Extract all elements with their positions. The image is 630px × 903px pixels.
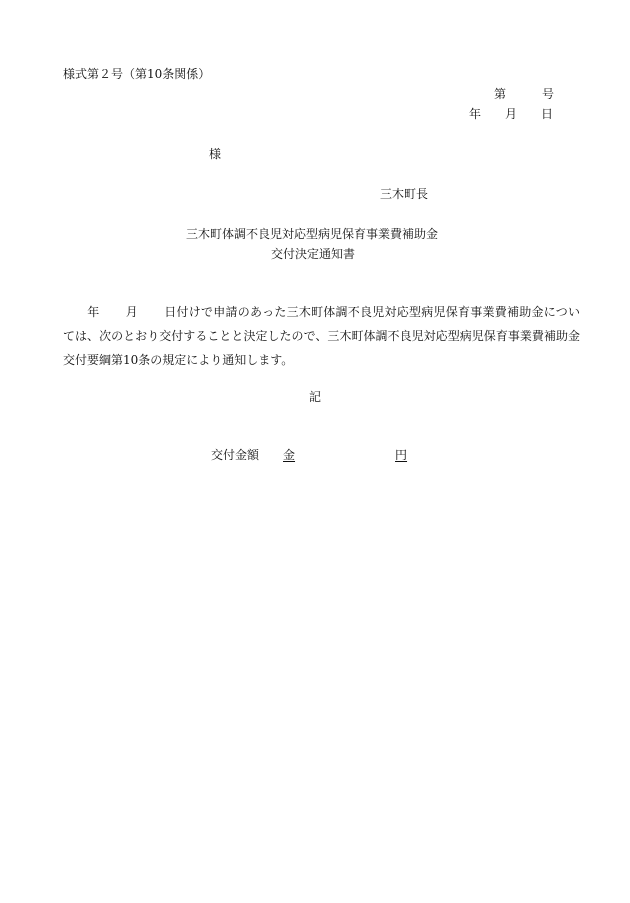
document-number-prefix: 第 [494, 87, 507, 101]
date-year: 年 [469, 107, 482, 121]
sender: 三木町長 [380, 187, 429, 201]
body-text: 日付けで申請のあった三木町体調不良児対応型病児保育事業費補助金については、次のとおり交付することと決定したので、三木町体調不良児対応型病児保育事業費補助金交付要綱第10条の規定により通知します。 [63, 305, 580, 367]
notice-body [63, 300, 580, 372]
ki-heading: 記 [309, 390, 322, 404]
document-number-suffix: 号 [542, 87, 555, 101]
form-number-label: 様式第２号（第10条関係） [63, 67, 211, 81]
document-title-line1: 三木町体調不良児対応型病児保育事業費補助金 [186, 227, 439, 241]
amount-suffix: 円 [395, 448, 408, 462]
body-month: 月 [125, 305, 138, 319]
grant-amount [211, 447, 407, 463]
body-year: 年 [87, 305, 100, 319]
date-day: 日 [541, 107, 554, 121]
addressee: 様 [209, 147, 222, 161]
document-number [494, 86, 554, 102]
amount-label: 交付金額 [211, 448, 260, 462]
date-month: 月 [505, 107, 518, 121]
amount-field [283, 448, 407, 462]
document-title-line2: 交付決定通知書 [271, 247, 356, 261]
amount-prefix: 金 [283, 448, 296, 462]
document-date [469, 106, 553, 122]
